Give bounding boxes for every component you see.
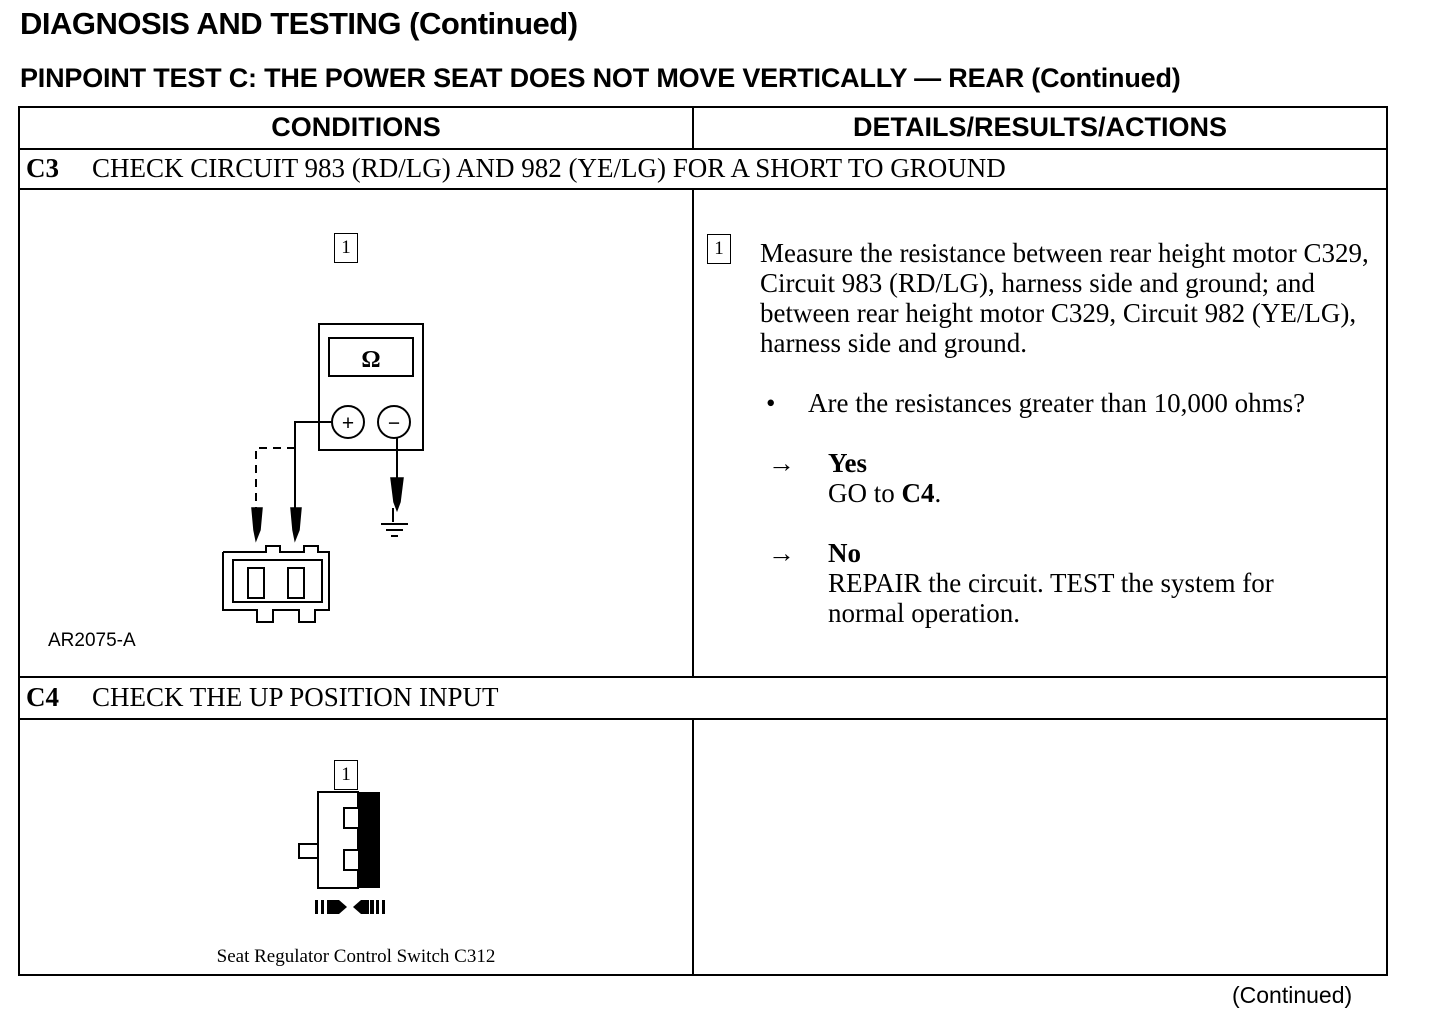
details-header: DETAILS/RESULTS/ACTIONS <box>852 112 1227 142</box>
step-c3-title-row <box>26 153 1006 184</box>
yes-label: Yes <box>828 448 867 478</box>
c3-step-callout: 1 <box>707 234 731 264</box>
yes-arrow: → <box>768 448 795 478</box>
c4-switch-connector-diagram <box>20 720 690 976</box>
yes-action-suffix: . <box>934 478 942 508</box>
c3-column-divider <box>692 188 694 676</box>
c3-ohmmeter-diagram <box>20 190 690 676</box>
step-c4-id: C4 <box>26 682 59 712</box>
c4-figure-callout: 1 <box>334 760 358 790</box>
yes-action-prefix: GO to <box>828 478 902 508</box>
test-table <box>18 106 1388 976</box>
step-c3-id: C3 <box>26 153 59 183</box>
connector-dark-half <box>358 792 380 888</box>
no-action: REPAIR the circuit. TEST the system for normal operation. <box>828 568 1274 628</box>
yes-action <box>828 478 941 508</box>
c3-instruction: Measure the resistance between rear height motor C329, Circuit 983 (RD/LG), harness side and ground; and between rear height motor C329, Circuit 982 (YE/LG), harness side and ground. <box>760 238 1369 358</box>
c3-bottom-divider <box>20 676 1386 678</box>
c3-question-bullet: • <box>766 388 776 418</box>
page-title: DIAGNOSIS AND TESTING (Continued) <box>20 6 578 41</box>
yes-action-target: C4 <box>901 478 935 508</box>
step-c4-title-row <box>26 682 499 713</box>
conditions-header: CONDITIONS <box>271 112 441 142</box>
c3-question: Are the resistances greater than 10,000 ohms? <box>808 388 1306 418</box>
minus-symbol: − <box>387 412 401 435</box>
continued-note: (Continued) <box>1232 982 1353 1008</box>
header-divider <box>20 148 1386 150</box>
c4-figure-caption: Seat Regulator Control Switch C312 <box>216 946 496 967</box>
plus-symbol: + <box>341 412 355 435</box>
c4-column-divider <box>692 718 694 976</box>
c3-figure-id: AR2075-A <box>48 630 136 651</box>
no-arrow: → <box>768 538 795 568</box>
step-c3-title: CHECK CIRCUIT 983 (RD/LG) AND 982 (YE/LG) FOR A SHORT TO GROUND <box>92 153 1006 183</box>
pinpoint-test-title: PINPOINT TEST C: THE POWER SEAT DOES NOT MOVE VERTICALLY — REAR (Continued) <box>20 63 1181 93</box>
step-c4-title: CHECK THE UP POSITION INPUT <box>92 682 499 712</box>
c3-figure-callout: 1 <box>334 233 358 263</box>
ohm-symbol: Ω <box>361 347 381 373</box>
no-label: No <box>828 538 861 568</box>
